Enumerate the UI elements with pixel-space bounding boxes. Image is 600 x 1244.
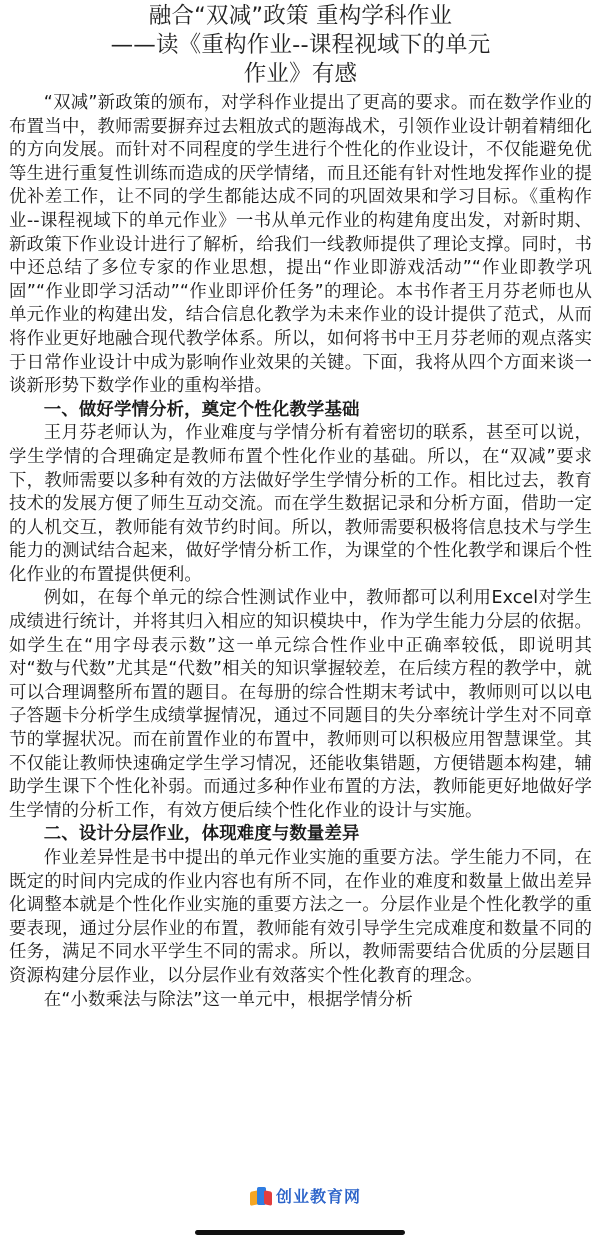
section-2-paragraph-1: 作业差异性是书中提出的单元作业实施的重要方法。学生能力不同，在既定的时间内完成的作业内容也有所不同，在作业的难度和数量上做出差异化调整本就是个性化作业实施的重要方法之一。分层作业是个性化教学的重要表现，通过分层作业的布置，教师能有效引导学生完成难度和数量不同的任务，满足不同水平学生不同的需求。所以，教师需要结合优质的分层题目资源构建分层作业，以分层作业有效落实个性化教育的理念。: [9, 848, 592, 986]
title-line-1: 融合“双减”政策 重构学科作业: [148, 3, 453, 29]
article-body: [9, 92, 592, 1012]
book-logo-icon: [250, 1184, 272, 1206]
title-line-2: ——读《重构作业--课程视域下的单元: [110, 32, 491, 58]
section-1-paragraph-2: 例如，在每个单元的综合性测试作业中，教师都可以利用Excel对学生成绩进行统计，并将其归入相应的知识模块中，作为学生能力分层的依据。如学生在“用字母表示数”这一单元综合性作业中正确率较低，即说明其对“数与代数”尤其是“代数”相关的知识掌握较差，在后续方程的教学中，就可以合理调整所布置的题目。在每册的综合性期末考试中，教师则可以以电子答题卡分析学生成绩掌握情况，通过不同题目的失分率统计学生对不同章节的掌握状况。而在前置作业的布置中，教师则可以积极应用智慧课堂。其不仅能让教师快速确定学生学习情况，还能收集错题，方便错题本构建，辅助学生课下个性化补弱。而通过多种作业布置的方法，教师能更好地做好学生学情的分析工作，有效方便后续个性化作业的设计与实施。: [9, 588, 592, 821]
section-2-heading: 二、设计分层作业，体现难度与数量差异: [43, 824, 360, 845]
section-1-paragraph-1: 王月芬老师认为，作业难度与学情分析有着密切的联系，甚至可以说，学生学情的合理确定是教师布置个性化作业的基础。所以，在“双减”要求下，教师需要以多种有效的方法做好学生学情分析的工作。相比过去，教育技术的发展方便了师生互动交流。而在学生数据记录和分析方面，借助一定的人机交互，教师能有效节约时间。所以，教师需要积极将信息技术与学生能力的测试结合起来，做好学情分析工作，为课堂的个性化教学和课后个性化作业的布置提供便利。: [9, 423, 592, 585]
site-watermark: [248, 1183, 365, 1207]
title-line-3: 作业》有感: [243, 61, 358, 87]
watermark-text: 创业教育网: [276, 1186, 362, 1206]
home-indicator-bar[interactable]: [195, 1230, 405, 1235]
article-title: [9, 0, 592, 89]
section-1-heading: 一、做好学情分析，奠定个性化教学基础: [43, 399, 360, 420]
section-2-paragraph-2: 在“小数乘法与除法”这一单元中，根据学情分析: [43, 989, 413, 1010]
intro-paragraph: “双减”新政策的颁布，对学科作业提出了更高的要求。而在数学作业的布置当中，教师需要摒弃过去粗放式的题海战术，引领作业设计朝着精细化的方向发展。而针对不同程度的学生进行个性化的作业设计，不仅能避免优等生进行重复性训练而造成的厌学情绪，而且还能有针对性地发挥作业的提优补差工作，让不同的学生都能达成不同的巩固效果和学习目标。《重构作业--课程视域下的单元作业》一书从单元作业的构建角度出发，对新时期、新政策下作业设计进行了解析，给我们一线教师提供了理论支撑。同时，书中还总结了多位专家的作业思想，提出“作业即游戏活动”“作业即教学巩固”“作业即学习活动”“作业即评价任务”的理论。本书作者王月芬老师也从单元作业的构建出发，结合信息化教学为未来作业的设计提供了范式，从而将作业更好地融合现代教学体系。所以，如何将书中王月芬老师的观点落实于日常作业设计中成为影响作业效果的关键。下面，我将从四个方面来谈一谈新形势下数学作业的重构举措。: [9, 93, 592, 397]
